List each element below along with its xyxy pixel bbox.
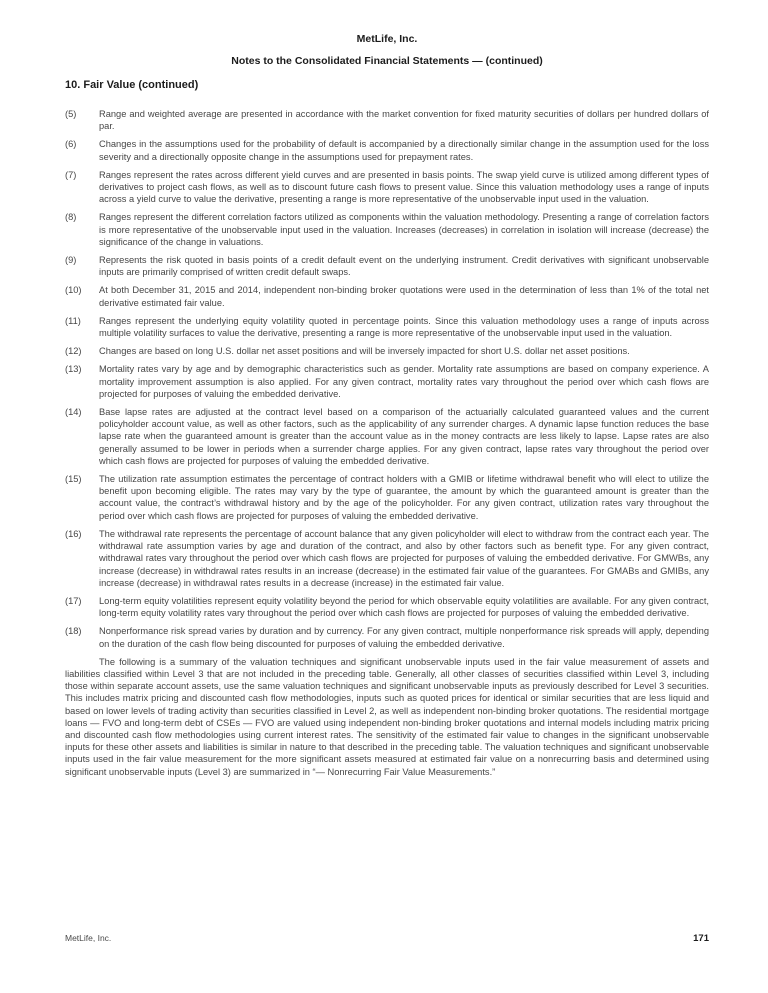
footnote-item [65,528,709,589]
footnote-number: (13) [65,364,82,375]
footnote-text: Nonperformance risk spread varies by duration and by currency. For any given contract, multiple nonperformance risk spreads will apply, depending on the duration of the cash flow being discounted for purposes of valuing the embedded derivative. [99,626,709,649]
footnote-text: The withdrawal rate represents the percentage of account balance that any given policyholder will elect to withdraw from the contract each year. The withdrawal rate assumption varies by age and duration of the contract, and also by other factors such as benefit type. For any given contract, withdrawal rates vary throughout the period over which cash flows are projected for purposes of valuing the embedded derivative. For GMWBs, any increase (decrease) in withdrawal rates results in an increase (decrease) in the estimated fair value of the guarantees. For GMABs and GMIBs, any increase (decrease) in withdrawal rates results in a decrease (increase) in the estimated fair value. [99,528,709,588]
footnote-item [65,625,709,649]
footer [65,933,709,944]
footnote-number: (15) [65,474,82,485]
footnote-number: (7) [65,169,77,180]
company-title: MetLife, Inc. [356,33,418,45]
page-content [65,0,709,778]
footnote-item [65,473,709,522]
footnote-item [65,108,709,132]
footnote-text: Long-term equity volatilities represent equity volatility beyond the period for which observable equity volatilities are available. For any given contract, long-term equity volatility rates vary throughout the period over which cash flows are projected for purposes of valuing the embedded derivative. [99,595,709,619]
footnote-item [65,138,709,162]
footnote-text: Changes are based on long U.S. dollar net asset positions and will be inversely impacted for short U.S. dollar net asset positions. [99,346,630,357]
statements-subtitle: Notes to the Consolidated Financial Statements — (continued) [231,55,543,67]
footnote-number: (16) [65,528,82,539]
footnote-item [65,406,709,467]
footnote-text: The utilization rate assumption estimates the percentage of contract holders with a GMIB or lifetime withdrawal benefit who will elect to utilize the benefit upon becoming eligible. The rates may vary by the type of guarantee, the amount by which the guaranteed amount is greater than the account value, the contract’s withdrawal history and by the age of the policyholder. For any given contract, utilization rates vary throughout the period over which cash flows are projected for purposes of valuing the embedded derivative. [99,474,709,521]
footnote-text: Ranges represent the rates across different yield curves and are presented in basis points. The swap yield curve is utilized among different types of derivatives to project cash flows, as well as to discount future cash flows to present value. Since this valuation methodology uses a range of inputs across a yield curve to value the derivative, presenting a range is more representative of the unobservable input used in the valuation. [99,169,709,205]
footnote-number: (8) [65,212,77,223]
footnote-list [65,108,709,650]
footnote-text: At both December 31, 2015 and 2014, independent non-binding broker quotations were used in the determination of less than 1% of the total net derivative estimated fair value. [99,285,709,308]
footnote-number: (6) [65,139,77,150]
footnote-text: Ranges represent the different correlation factors utilized as components within the valuation methodology. Presenting a range of correlation factors is more representative of the unobservable input used in the valuation. Increases (decreases) in correlation in isolation will increase (decrease) the significance of the change in valuations. [99,212,709,247]
footnote-number: (10) [65,285,82,296]
closing-paragraph: The following is a summary of the valuation techniques and significant unobservable inputs used in the fair value measurement of assets and liabilities classified within Level 3 that are not included in the preceding table. Generally, all other classes of securities classified within Level 3, including those within separate account assets, use the same valuation techniques and significant unobservable inputs as previously described for Level 3 securities. This includes matrix pricing and discounted cash flow methodologies, inputs such as quoted prices for identical or similar securities that are less liquid and based on lower levels of trading activity than securities classified in Level 2, as well as independent non-binding broker quotations. The residential mortgage loans — FVO and long-term debt of CSEs — FVO are valued using independent non-binding broker quotations and internal models including matrix pricing and discounted cash flow methodologies using current interest rates. The sensitivity of the estimated fair value to changes in the significant unobservable inputs for these other assets and liabilities is similar in nature to that described in the preceding table. The valuation techniques and significant unobservable inputs used in the fair value measurement for the more significant assets measured at estimated fair value on a nonrecurring basis and determined using significant unobservable inputs (Level 3) are summarized in “— Nonrecurring Fair Value Measurements.” [65,656,709,777]
page-number: 171 [693,933,709,944]
footnote-number: (18) [65,626,82,637]
section-heading: 10. Fair Value (continued) [65,79,199,91]
footnote-number: (9) [65,255,77,266]
footnote-item [65,315,709,339]
footnote-number: (11) [65,315,81,326]
footnote-number: (12) [65,346,82,357]
footnote-text: Mortality rates vary by age and by demographic characteristics such as gender. Mortality rate assumptions are based on company experience. A mortality improvement assumption is also applied. For any given contract, mortality rates vary throughout the period over which cash flows are projected for purposes of valuing the embedded derivative. [99,364,709,399]
footnote-text: Range and weighted average are presented in accordance with the market convention for fixed maturity securities of dollars per hundred dollars of par. [99,109,709,132]
footnote-text: Represents the risk quoted in basis points of a credit default event on the underlying instrument. Credit derivatives with significant unobservable inputs are primarily comprised of written credit default swaps. [99,255,709,278]
footnote-item [65,169,709,206]
footnote-text: Ranges represent the underlying equity volatility quoted in percentage points. Since this valuation methodology uses a range of inputs across multiple volatility surfaces to value the derivative, presenting a range is more representative of the unobservable input used in the valuation. [99,315,709,339]
footnote-item [65,363,709,400]
footnote-text: Changes in the assumptions used for the probability of default is accompanied by a directionally similar change in the assumption used for the loss severity and a directionally opposite change in the assumptions used for prepayment rates. [99,139,709,162]
footnote-text: Base lapse rates are adjusted at the contract level based on a comparison of the actuarially calculated guaranteed values and the current policyholder account value, as well as other factors, such as the applicability of any surrender charges. A dynamic lapse function reduces the base lapse rate when the guaranteed amount is greater than the account value as in the money contracts are less likely to lapse. Lapse rates are also generally assumed to be lower in periods when a surrender charge applies. For any given contract, lapse rates vary throughout the period over which cash flows are projected for purposes of valuing the embedded derivative. [99,407,709,466]
footnote-number: (14) [65,407,82,418]
footnote-number: (5) [65,109,77,119]
footnote-item [65,345,709,357]
footnote-item [65,211,709,248]
footnote-item [65,595,709,619]
footnote-number: (17) [65,595,82,606]
footnote-item [65,284,709,308]
footer-company: MetLife, Inc. [65,933,112,943]
footnote-item [65,254,709,278]
